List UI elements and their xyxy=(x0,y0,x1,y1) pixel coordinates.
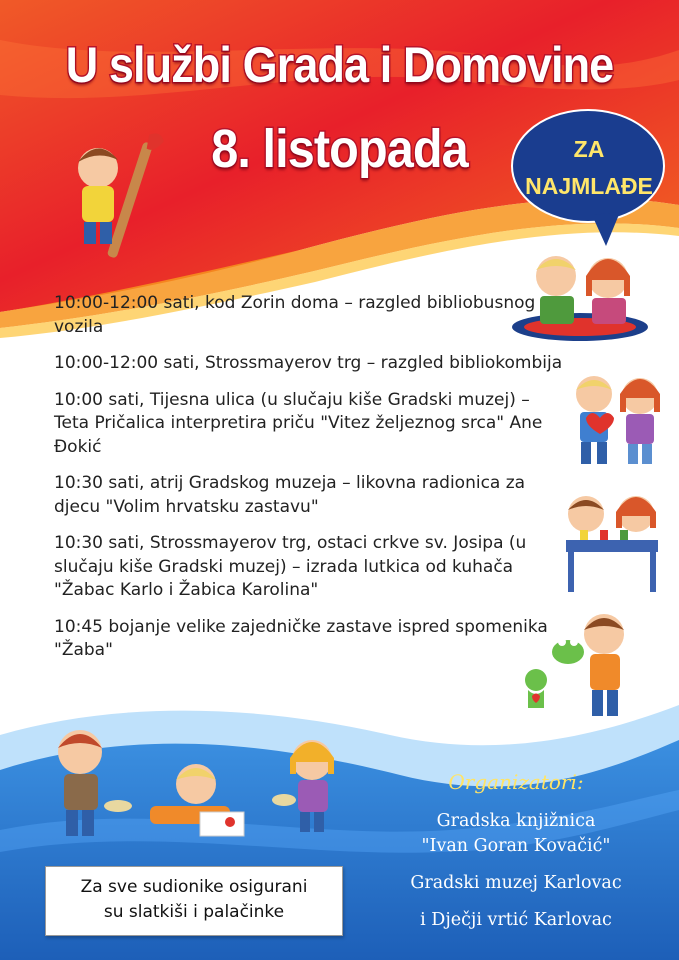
badge-line-1: ZA xyxy=(573,136,605,162)
organizer-museum: Gradski muzej Karlovac xyxy=(410,873,622,893)
event-item: 10:00 sati, Tijesna ulica (u slučaju kiše Gradski muzej) – Teta Pričalica interpretira priču "Vitez željeznog srca" Ane Đokić xyxy=(54,389,543,457)
note-line-1: Za sve sudionike osigurani xyxy=(80,877,308,897)
organizer-kindergarten: i Dječji vrtić Karlovac xyxy=(420,910,612,930)
poster-title: U službi Grada i Domovine xyxy=(65,37,614,93)
badge-line-2: NAJMLAĐE xyxy=(525,173,653,199)
kids-holding-heart-illustration xyxy=(576,376,660,464)
event-item: 10:00-12:00 sati, Strossmayerov trg – razgled bibliokombija xyxy=(54,353,563,373)
poster-date: 8. listopada xyxy=(211,119,468,179)
organizer-library-name: "Ivan Goran Kovačić" xyxy=(421,836,611,856)
organizers-title: Organizatori: xyxy=(448,770,584,794)
event-schedule-list xyxy=(54,292,564,676)
event-item: 10:45 bojanje velike zajedničke zastave ispred spomenika "Žaba" xyxy=(54,616,548,660)
treats-note-box xyxy=(45,866,343,936)
event-item: 10:00-12:00 sati, kod Zorin doma – razgled bibliobusnog vozila xyxy=(54,293,536,337)
note-line-2: su slatkiši i palačinke xyxy=(103,902,285,922)
kids-at-table-illustration xyxy=(566,496,658,592)
event-item: 10:30 sati, Strossmayerov trg, ostaci crkve sv. Josipa (u slučaju kiše Gradski muzej) – izrada lutkica od kuhača "Žabac Karlo i Žabica Karolina" xyxy=(54,533,527,600)
organizer-library: Gradska knjižnica xyxy=(436,811,596,831)
event-item: 10:30 sati, atrij Gradskog muzeja – likovna radionica za djecu "Volim hrvatsku zastavu" xyxy=(54,473,526,517)
